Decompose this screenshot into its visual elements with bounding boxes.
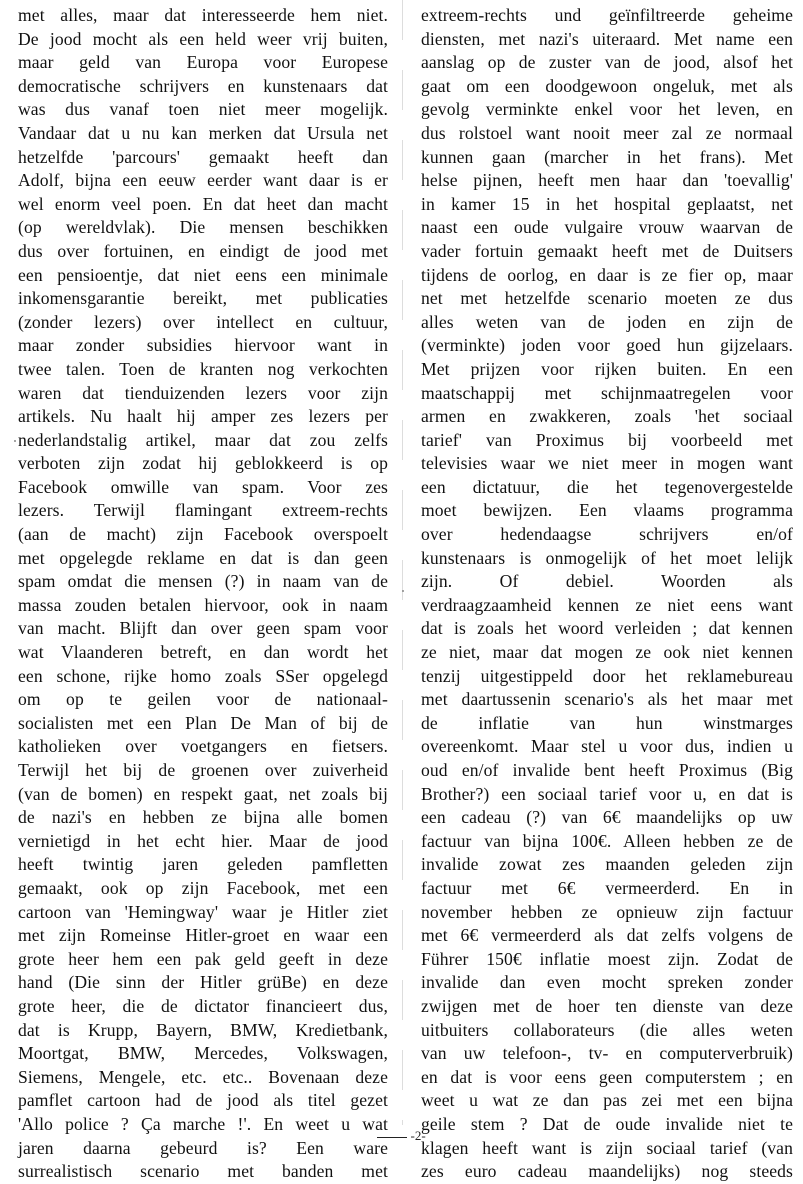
text-line: aanslag op de zuster van de jood, alsof het (421, 52, 793, 73)
text-line: de inflatie van hun winstmarges (421, 712, 793, 733)
text-line: een dictatuur, die het tegenovergestelde (421, 476, 793, 497)
text-line: verdraagzaamheid kennen ze niet eens want (421, 594, 793, 615)
text-line: dus over fortuinen, en eindigt de jood met (18, 240, 388, 261)
text-line: zes euro cadeau maandelijks) nog steeds (421, 1161, 793, 1182)
text-line: artikels. Nu haalt hij amper zes lezers per (18, 406, 388, 427)
text-line: zijn. Of debiel. Woorden als (421, 571, 793, 592)
text-line: Facebook omwille van spam. Voor zes (18, 476, 388, 497)
text-line: invalide dan even mocht spreken zonder (421, 972, 793, 993)
text-line: (verminkte) joden voor goed hun gijzelaars. (421, 335, 793, 356)
text-line: over hedendaagse schrijvers en/of (421, 524, 793, 545)
text-line: geile stem ? Dat de oude invalide niet te (421, 1113, 793, 1134)
scan-speck (402, 590, 404, 592)
text-line: zwijgen met de hoer ten dienste van deze (421, 995, 793, 1016)
text-line: waren dat tienduizenden lezers voor zijn (18, 382, 388, 403)
text-line: overeenkomt. Maar stel u voor dus, indien u (421, 736, 793, 757)
text-line: met alles, maar dat interesseerde hem niet. (18, 5, 388, 25)
column-divider (402, 0, 403, 1125)
text-line: wel enorm veel poen. En dat heet dan macht (18, 193, 388, 214)
text-line: net met hetzelfde scenario moeten ze dus (421, 288, 793, 309)
text-line: Vandaar dat u nu kan merken dat Ursula net (18, 122, 388, 143)
text-line: wat Vlaanderen betreft, en dan wordt het (18, 642, 388, 663)
text-line: massa zouden betalen hiervoor, ook in naam (18, 594, 388, 615)
text-line: met 6€ vermeerderd als dat zelfs volgens de (421, 925, 793, 946)
text-line: lezers. Terwijl flamingant extreem-rechts (18, 500, 388, 521)
text-line: Siemens, Mengele, etc. etc.. Bovenaan deze (18, 1066, 388, 1087)
footer-rule (377, 1137, 407, 1138)
text-line: maar geld van Europa voor Europese (18, 52, 388, 73)
text-line: pamflet cartoon had de jood als titel gezet (18, 1090, 388, 1111)
text-line: tenzij uitgestippeld door het reklamebureau (421, 665, 793, 686)
text-line: alles weten van de joden en zijn de (421, 311, 793, 332)
text-line: dus rolstoel want nooit meer zal ze normaal (421, 122, 793, 143)
text-line: Adolf, bijna een eeuw eerder want daar is er (18, 170, 388, 191)
text-line: cartoon van 'Hemingway' waar je Hitler ziet (18, 901, 388, 922)
text-line: grote heer, die de dictator financieert dus, (18, 995, 388, 1016)
text-line: diensten, met nazi's uiteraard. Met name een (421, 28, 793, 49)
text-line: om op te geilen voor de nationaal- (18, 689, 388, 710)
text-line: dat is zoals het woord verleiden ; dat kennen (421, 618, 793, 639)
text-line: gemaakt, ook op zijn Facebook, met een (18, 877, 388, 898)
text-line: Moortgat, BMW, Mercedes, Volkswagen, (18, 1043, 388, 1064)
text-line: factuur met 6€ vermeerderd. En in (421, 877, 793, 898)
text-line: uitbuiters collaborateurs (die alles weten (421, 1019, 793, 1040)
text-line: (zonder lezers) over intellect en cultuur, (18, 311, 388, 332)
text-line: en dat is voor eens geen computerstem ; en (421, 1066, 793, 1087)
text-line: de nazi's en hebben ze bijna alle bomen (18, 807, 388, 828)
text-line: gaat om een doodgewoon ongeluk, met als (421, 75, 793, 96)
text-line: ze niet, maar dat mogen ze ook niet kennen (421, 642, 793, 663)
page-footer (0, 1128, 803, 1144)
text-line: een schone, rijke homo zoals SSer opgelegd (18, 665, 388, 686)
text-line: socialisten met een Plan De Man of bij de (18, 712, 388, 733)
text-line: katholieken over voetgangers en fietsers. (18, 736, 388, 757)
text-line: tarief' van Proximus bij voorbeeld met (421, 429, 793, 450)
text-line: van macht. Blijft dan over geen spam voor (18, 618, 388, 639)
text-line: inkomensgarantie bereikt, met publicaties (18, 288, 388, 309)
text-line: surrealistisch scenario met banden met (18, 1161, 388, 1182)
text-line: nederlandstalig artikel, maar dat zou zelfs (18, 429, 388, 450)
scan-speck (14, 440, 16, 442)
right-text-column (421, 4, 793, 1184)
text-line: november hebben ze opnieuw zijn factuur (421, 901, 793, 922)
text-line: dat is Krupp, Bayern, BMW, Kredietbank, (18, 1019, 388, 1040)
text-line: tijdens de oorlog, en daar is ze fier op, maar (421, 264, 793, 285)
page-number: -2- (410, 1128, 426, 1143)
text-line: met opgelegde reklame en dat is dan geen (18, 547, 388, 568)
text-line: Met prijzen voor rijken buiten. En een (421, 358, 793, 379)
text-line: twee talen. Toen de kranten nog verkochten (18, 358, 388, 379)
text-line: heeft twintig jaren geleden pamfletten (18, 854, 388, 875)
text-line: klagen heeft want is zijn sociaal tarief (van (421, 1137, 793, 1158)
text-line: (aan de macht) zijn Facebook overspoelt (18, 524, 388, 545)
text-line: was dus vanaf toen niet meer mogelijk. (18, 99, 388, 120)
text-line: Führer 150€ inflatie moest zijn. Zodat de (421, 948, 793, 969)
text-line: in kamer 15 in het hospital geplaatst, net (421, 193, 793, 214)
text-line: vader fortuin gemaakt heeft met de Duitsers (421, 240, 793, 261)
text-line: maar zonder subsidies hiervoor want in (18, 335, 388, 356)
text-line: factuur van bijna 100€. Alleen hebben ze de (421, 830, 793, 851)
text-line: kunnen gaan (marcher in het frans). Met (421, 146, 793, 167)
text-line: armen en zwakkeren, zoals 'het sociaal (421, 406, 793, 427)
text-line: van uw telefoon-, tv- en computerverbruik) (421, 1043, 793, 1064)
text-line: oud en/of invalide bent heeft Proximus (Big (421, 760, 793, 780)
text-line: De jood mocht als een held weer vrij buiten, (18, 28, 388, 49)
left-text-column (18, 4, 388, 1184)
text-line: extreem-rechts und geïnfiltreerde geheime (421, 5, 793, 25)
text-line: gevolg verminkte enkel voor het leven, en (421, 99, 793, 120)
text-line: een cadeau (?) van 6€ maandelijks op uw (421, 807, 793, 828)
text-line: moet bewijzen. Een vlaams programma (421, 500, 793, 521)
text-line: helse pijnen, heeft men haar dan 'toevallig' (421, 170, 793, 191)
text-line: maatschappij met schijnmaatregelen voor (421, 382, 793, 403)
text-line: democratische schrijvers en kunstenaars dat (18, 75, 388, 96)
text-line: verboten zijn zodat hij geblokkeerd is op (18, 453, 388, 474)
text-line: (op wereldvlak). Die mensen beschikken (18, 217, 388, 238)
text-line: 'Allo police ? Ça marche !'. En weet u wat (18, 1113, 388, 1134)
text-line: weet u wat ze dan pas zei met een bijna (421, 1090, 793, 1111)
text-line: grote heer hem een pak geld geeft in deze (18, 948, 388, 969)
text-line: kunstenaars is onmogelijk of het moet lelijk (421, 547, 793, 568)
text-line: met daartussenin scenario's als het maar met (421, 689, 793, 710)
text-line: (van de bomen) en respekt gaat, net zoals bij (18, 783, 388, 804)
text-line: hand (Die sinn der Hitler grüBe) en deze (18, 972, 388, 993)
text-line: jaren daarna gebeurd is? Een ware (18, 1137, 388, 1158)
text-line: invalide zowat zes maanden geleden zijn (421, 854, 793, 875)
text-line: vernietigd in het echt hier. Maar de jood (18, 830, 388, 851)
text-line: spam omdat die mensen (?) in naam van de (18, 571, 388, 592)
text-line: Brother?) een sociaal tarief voor u, en dat is (421, 783, 793, 804)
text-line: met zijn Romeinse Hitler-groet en waar een (18, 925, 388, 946)
text-line: naast een oude vulgaire vrouw waarvan de (421, 217, 793, 238)
text-line: een pensioentje, dat niet eens een minimale (18, 264, 388, 285)
text-line: hetzelfde 'parcours' gemaakt heeft dan (18, 146, 388, 167)
text-line: televisies waar we niet meer in mogen want (421, 453, 793, 474)
text-line: Terwijl het bij de groenen over zuiverheid (18, 760, 388, 780)
